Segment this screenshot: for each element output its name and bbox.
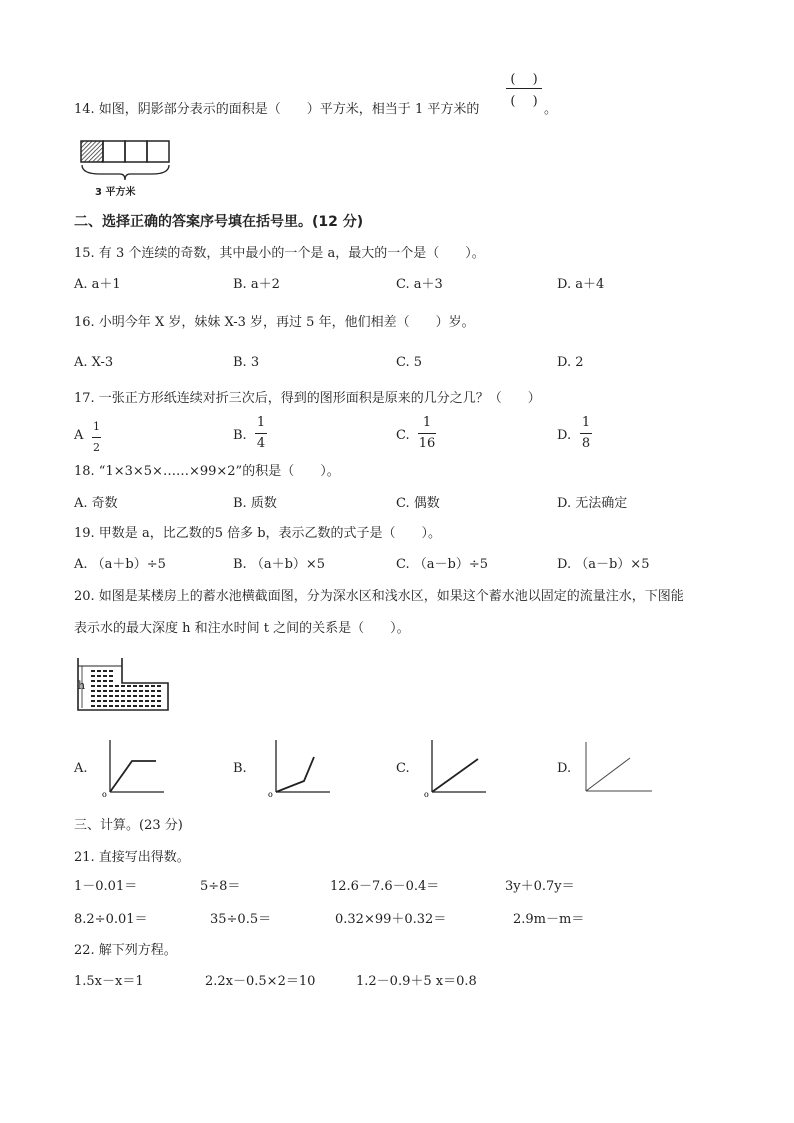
q14-fraction-blank	[506, 68, 542, 109]
q20-tank-h-label: h	[78, 679, 86, 692]
q20-option-c-label: C.	[396, 761, 410, 776]
q15-option-c: C. a＋3	[396, 277, 443, 292]
q20-option-a-label: A.	[74, 761, 88, 776]
q18-stem: 18. “1×3×5×……×99×2”的积是（ ）。	[74, 464, 340, 479]
q14-fraction-numerator: ( )	[510, 72, 538, 87]
q20-option-d-graph	[580, 737, 656, 799]
q19-stem: 19. 甲数是 a，比乙数的5 倍多 b，表示乙数的式子是（ ）。	[74, 526, 442, 541]
q22-equation-1: 1.5x－x＝1	[74, 974, 144, 989]
q14-end: 。	[544, 102, 558, 117]
q17-option-a-label: A	[74, 428, 84, 443]
q17-a-numerator: 1	[93, 420, 100, 433]
section2-title: 二、选择正确的答案序号填在括号里。(12 分)	[74, 214, 364, 230]
q14-fraction-denominator: ( )	[510, 94, 538, 109]
q17-option-d-label: D.	[557, 428, 572, 443]
q14-stem: 14. 如图，阴影部分表示的面积是（ ）平方米，相当于 1 平方米的	[74, 102, 480, 117]
q17-option-c-label: C.	[396, 428, 410, 443]
q17-option-c-fraction	[418, 415, 436, 452]
q17-option-b-fraction	[255, 415, 267, 452]
q20-option-a-graph	[98, 737, 168, 799]
q20-option-c-graph	[420, 737, 490, 799]
q18-option-a: A. 奇数	[74, 496, 118, 511]
q19-option-b: B. （a＋b）×5	[233, 557, 326, 572]
q16-option-a: A. X-3	[74, 355, 114, 370]
q21-item-1: 1－0.01＝	[74, 879, 138, 894]
q21-item-5: 8.2÷0.01＝	[74, 912, 148, 927]
q22-stem: 22. 解下列方程。	[74, 943, 177, 958]
q21-item-4: 3y＋0.7y＝	[505, 879, 575, 894]
q20-stem-line2: 表示水的最大深度 h 和注水时间 t 之间的关系是（ ）。	[74, 621, 410, 636]
q15-stem: 15. 有 3 个连续的奇数，其中最小的一个是 a，最大的一个是（ ）。	[74, 246, 485, 261]
q18-option-c: C. 偶数	[396, 496, 440, 511]
q17-option-b-label: B.	[233, 428, 247, 443]
q22-equation-2: 2.2x－0.5×2＝10	[205, 974, 316, 989]
q14-figure-label: 3 平方米	[95, 187, 136, 198]
q18-option-b: B. 质数	[233, 496, 277, 511]
section3-title: 三、计算。(23 分)	[74, 818, 183, 833]
q21-item-2: 5÷8＝	[200, 879, 241, 894]
q19-option-c: C. （a－b）÷5	[396, 557, 488, 572]
q16-option-c: C. 5	[396, 355, 423, 370]
svg-text:o: o	[424, 790, 429, 799]
q17-b-denominator: 4	[256, 436, 266, 451]
q17-option-a-fraction	[92, 419, 101, 456]
q22-equation-3: 1.2－0.9＋5 x＝0.8	[356, 974, 477, 989]
q17-d-denominator: 8	[581, 436, 591, 451]
q19-option-a: A. （a＋b）÷5	[74, 557, 166, 572]
q21-item-6: 35÷0.5＝	[210, 912, 272, 927]
q16-stem: 16. 小明今年 X 岁，妹妹 X-3 岁，再过 5 年，他们相差（ ）岁。	[74, 315, 475, 330]
q18-option-d: D. 无法确定	[557, 496, 628, 511]
q21-item-3: 12.6－7.6－0.4＝	[330, 879, 440, 894]
q15-option-b: B. a＋2	[233, 277, 280, 292]
q21-stem: 21. 直接写出得数。	[74, 850, 190, 865]
svg-text:o: o	[268, 790, 273, 799]
q20-option-b-label: B.	[233, 761, 247, 776]
q17-stem: 17. 一张正方形纸连续对折三次后，得到的图形面积是原来的几分之几？（ ）	[74, 391, 541, 406]
q20-stem-line1: 20. 如图是某楼房上的蓄水池横截面图，分为深水区和浅水区，如果这个蓄水池以固定的流量注水，下图能	[74, 589, 684, 604]
q19-option-d: D. （a－b）×5	[557, 557, 650, 572]
q15-option-d: D. a＋4	[557, 277, 605, 292]
q21-item-8: 2.9m－m＝	[513, 912, 585, 927]
q20-option-d-label: D.	[557, 761, 572, 776]
svg-text:o: o	[102, 790, 107, 799]
q21-item-7: 0.32×99＋0.32＝	[335, 912, 447, 927]
q17-b-numerator: 1	[256, 415, 266, 430]
q17-c-numerator: 1	[422, 415, 432, 430]
q17-a-denominator: 2	[93, 441, 100, 454]
q17-d-numerator: 1	[581, 415, 591, 430]
q20-water-tank-diagram	[75, 658, 175, 714]
q16-option-d: D. 2	[557, 355, 584, 370]
q20-option-b-graph	[264, 737, 334, 799]
q15-option-a: A. a＋1	[74, 277, 121, 292]
q17-c-denominator: 16	[418, 436, 436, 451]
q17-option-d-fraction	[580, 415, 592, 452]
q16-option-b: B. 3	[233, 355, 260, 370]
